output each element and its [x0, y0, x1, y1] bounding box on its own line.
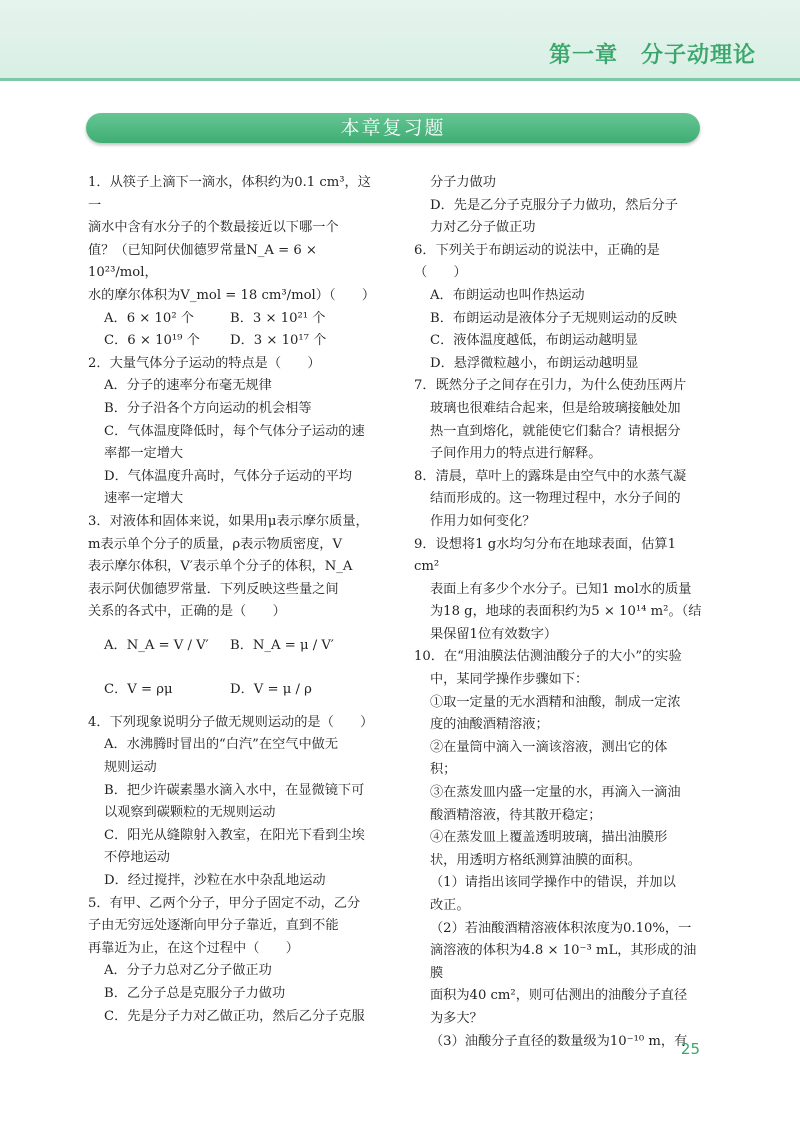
question-4	[88, 712, 382, 893]
option-b: B．布朗运动是液体分子无规则运动的反映	[430, 310, 678, 326]
question-5-line-2: 子由无穷远处逐渐向甲分子靠近，直到不能	[88, 918, 339, 934]
question-3-line-4: 表示阿伏伽德罗常量．下列反映这些量之间	[88, 581, 339, 597]
question-5-line-3: 再靠近为止，在这个过程中（ ）	[88, 940, 299, 956]
page-number: 25	[680, 1040, 700, 1058]
question-10	[414, 646, 704, 1053]
chapter-title: 第一章 分子动理论	[548, 43, 756, 68]
question-7-line-3: 热一直到熔化，就能使它们黏合？请根据分	[430, 423, 681, 439]
sub-question-2-cont-1: 滴溶液的体积为4.8 × 10⁻³ mL，其形成的油膜	[430, 943, 697, 981]
formula-option-a: A．N_A = V / V′	[104, 637, 209, 653]
sub-question-2-cont-3: 为多大？	[430, 1010, 483, 1026]
step-2-cont: 积；	[430, 762, 457, 778]
option-d: D．经过搅拌，沙粒在水中杂乱地运动	[104, 873, 326, 889]
question-8-line-1: 8．清晨，草叶上的露珠是由空气中的水蒸气凝	[414, 468, 687, 484]
step-4: ④在蒸发皿上覆盖透明玻璃，描出油膜形	[430, 830, 668, 846]
header-divider	[0, 78, 800, 81]
option-d-cont: 力对乙分子做正功	[430, 220, 536, 236]
question-1	[88, 172, 382, 353]
option-a: A．分子的速率分布毫无规律	[104, 378, 272, 394]
question-7-line-4: 子间作用力的特点进行解释。	[430, 446, 602, 462]
option-d-cont: 速率一定增大	[104, 491, 184, 507]
question-1-options-row-2	[88, 330, 382, 353]
option-c: C．气体温度降低时，每个气体分子运动的速	[104, 423, 365, 439]
step-3-cont: 酸酒精溶液，待其散开稳定；	[430, 807, 602, 823]
section-title: 本章复习题	[340, 117, 446, 139]
option-b: B．3 × 10²¹ 个	[230, 310, 326, 326]
question-9-line-2: 表面上有多少个水分子。已知1 mol水的质量	[430, 581, 692, 597]
option-d: D．悬浮微粒越小，布朗运动越明显	[430, 355, 639, 371]
question-10-line-1: 10．在“用油膜法估测油酸分子的大小”的实验	[414, 649, 682, 665]
sub-question-2-cont-2: 面积为40 cm²，则可估测出的油酸分子直径	[430, 988, 688, 1004]
question-2-line-1: 2．大量气体分子运动的特点是（ ）	[88, 355, 321, 371]
option-b: B．把少许碳素墨水滴入水中，在显微镜下可	[104, 782, 365, 798]
option-a: A．布朗运动也叫作热运动	[430, 287, 585, 303]
question-5-continued	[414, 172, 704, 240]
section-banner	[86, 113, 700, 143]
question-8-line-3: 作用力如何变化？	[430, 513, 536, 529]
right-column	[414, 172, 704, 1053]
question-10-line-2: 中，某同学操作步骤如下：	[430, 672, 589, 688]
question-6	[414, 240, 704, 376]
option-c: C．先是分子力对乙做正功，然后乙分子克服	[104, 1008, 365, 1024]
option-d: D．3 × 10¹⁷ 个	[230, 333, 327, 349]
formula-option-c: C．V = ρμ	[104, 681, 173, 697]
question-3-options-row-2	[88, 668, 382, 712]
question-7-line-2: 玻璃也很难结合起来，但是给玻璃接触处加	[430, 400, 681, 416]
question-3-line-1: 3．对液体和固体来说，如果用μ表示摩尔质量，	[88, 513, 369, 529]
option-c: C．阳光从缝隙射入教室，在阳光下看到尘埃	[104, 827, 365, 843]
step-4-cont: 状，用透明方格纸测算油膜的面积。	[430, 852, 641, 868]
question-3-options-row-1	[88, 624, 382, 668]
option-a: A．水沸腾时冒出的“白汽”在空气中做无	[104, 737, 339, 753]
question-1-line-4: 水的摩尔体积为V_mol = 18 cm³/mol）（ ）	[88, 287, 376, 303]
question-3-line-3: 表示摩尔体积，V′表示单个分子的体积，N_A	[88, 559, 353, 575]
sub-question-1-cont: 改正。	[430, 898, 470, 913]
step-2: ②在量筒中滴入一滴该溶液，测出它的体	[430, 739, 668, 755]
question-1-options-row-1	[88, 308, 382, 331]
question-1-line-2: 滴水中含有水分子的个数最接近以下哪一个	[88, 220, 339, 236]
step-1-cont: 度的油酸酒精溶液；	[430, 717, 549, 733]
question-8	[414, 466, 704, 534]
option-a-cont: 规则运动	[104, 760, 157, 776]
question-9-line-3: 为18 g，地球的表面积约为5 × 10¹⁴ m²。（结	[430, 604, 702, 620]
question-8-line-2: 结而形成的。这一物理过程中，水分子间的	[430, 491, 681, 507]
step-3: ③在蒸发皿内盛一定量的水，再滴入一滴油	[430, 785, 681, 801]
option-c: C．6 × 10¹⁹ 个	[104, 333, 200, 349]
question-1-line-3: 值？（已知阿伏伽德罗常量N_A = 6 × 10²³/mol，	[88, 242, 317, 281]
sub-question-3: （3）油酸分子直径的数量级为10⁻¹⁰ m，有	[430, 1033, 688, 1049]
question-5-line-1: 5．有甲、乙两个分子，甲分子固定不动，乙分	[88, 895, 361, 911]
question-7-line-1: 7．既然分子之间存在引力，为什么使劲压两片	[414, 378, 687, 394]
question-9-line-4: 果保留1位有效数字）	[430, 626, 558, 642]
option-b: B．分子沿各个方向运动的机会相等	[104, 400, 312, 416]
sub-question-1: （1）请指出该同学操作中的错误，并加以	[430, 875, 676, 891]
question-9-line-1: 9．设想将1 g水均匀分布在地球表面，估算1 cm²	[414, 536, 676, 575]
question-2	[88, 353, 382, 511]
question-7	[414, 375, 704, 465]
left-column	[88, 172, 382, 1028]
sub-question-2: （2）若油酸酒精溶液体积浓度为0.10%，一	[430, 920, 692, 936]
option-c: C．液体温度越低，布朗运动越明显	[430, 333, 638, 349]
option-c-cont: 率都一定增大	[104, 446, 184, 462]
question-3-line-2: m表示单个分子的质量，ρ表示物质密度，V	[88, 536, 342, 552]
option-c-cont: 不停地运动	[104, 850, 170, 866]
option-d: D．先是乙分子克服分子力做功，然后分子	[430, 197, 678, 213]
formula-option-b: B．N_A = μ / V′	[230, 637, 334, 653]
option-a: A．6 × 10² 个	[104, 310, 194, 326]
question-1-line-1: 1．从筷子上滴下一滴水，体积约为0.1 cm³，这一	[88, 175, 371, 213]
formula-option-d: D．V = μ / ρ	[230, 681, 312, 697]
option-b: B．乙分子总是克服分子力做功	[104, 986, 286, 1001]
question-9	[414, 534, 704, 647]
option-b-cont: 以观察到碳颗粒的无规则运动	[104, 805, 276, 821]
option-a: A．分子力总对乙分子做正功	[104, 963, 272, 979]
step-1: ①取一定量的无水酒精和油酸，制成一定浓	[430, 694, 681, 710]
question-3-line-5: 关系的各式中，正确的是（ ）	[88, 604, 286, 620]
question-6-line-1: 6．下列关于布朗运动的说法中，正确的是（ ）	[414, 242, 660, 281]
question-3	[88, 511, 382, 712]
option-d: D．气体温度升高时，气体分子运动的平均	[104, 468, 352, 484]
option-c-cont: 分子力做功	[430, 175, 496, 190]
question-4-line-1: 4．下列现象说明分子做无规则运动的是（ ）	[88, 714, 374, 730]
question-5	[88, 893, 382, 1029]
